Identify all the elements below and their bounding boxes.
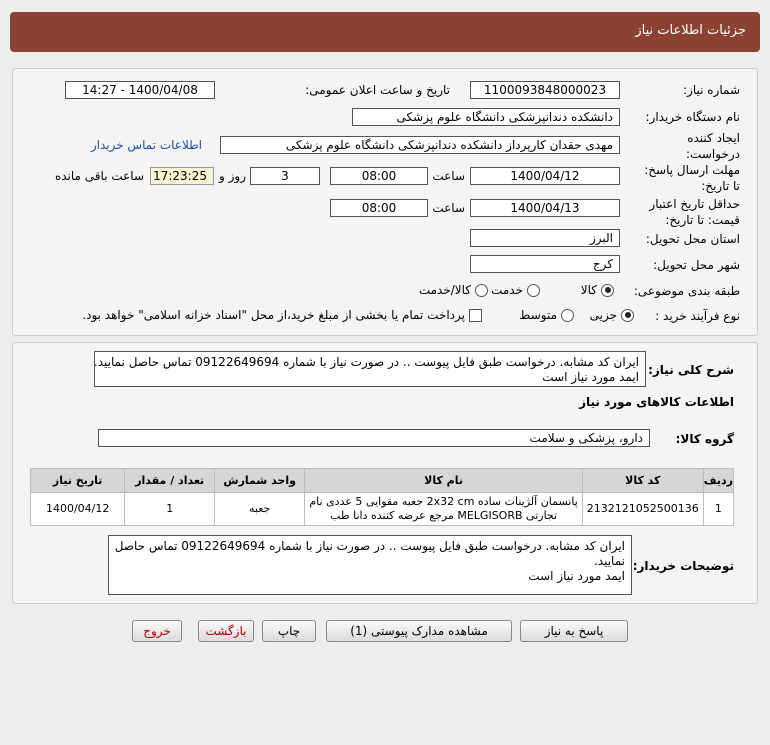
attachments-button[interactable]: مشاهده مدارک پیوستی (1)	[326, 620, 512, 642]
payment-checkbox[interactable]	[469, 309, 482, 322]
print-button[interactable]: چاپ	[262, 620, 316, 642]
buyer-notes-box: ایران کد مشابه. درخواست طبق فایل پیوست .. در صورت نیاز با شماره 09122649694 تماس حاصل نمایید. ایمد مورد نیاز است	[108, 535, 632, 595]
cell-date: 1400/04/12	[31, 493, 125, 526]
deadline-time-label: ساعت	[432, 169, 465, 183]
days-field: 3	[250, 167, 320, 185]
col-name: نام کالا	[305, 469, 582, 493]
table-header-row	[31, 469, 734, 493]
validity-label: حداقل تاریخ اعتبار قیمت: تا تاریخ:	[649, 197, 740, 227]
process-option-medium[interactable]: متوسط	[519, 308, 574, 322]
reply-button[interactable]: پاسخ به نیاز	[520, 620, 628, 642]
process-medium-radio[interactable]	[561, 309, 574, 322]
buyer-org-field: دانشکده دندانپزشکی دانشگاه علوم پزشکی	[352, 108, 620, 126]
table-row	[31, 493, 734, 526]
goods-table	[30, 468, 734, 526]
process-label: نوع فرآیند خرید :	[655, 309, 740, 323]
city-field: کرج	[470, 255, 620, 273]
col-code: کد کالا	[582, 469, 703, 493]
back-button[interactable]: بازگشت	[198, 620, 254, 642]
validity-time-field: 08:00	[330, 199, 428, 217]
remaining-time-field: 17:23:25	[150, 167, 214, 185]
deadline-label: مهلت ارسال پاسخ: تا تاریخ:	[644, 163, 740, 193]
cell-unit: جعبه	[215, 493, 305, 526]
exit-button[interactable]: خروج	[132, 620, 182, 642]
creator-label: ایجاد کننده درخواست:	[686, 131, 740, 161]
buyer-contact-link[interactable]: اطلاعات تماس خریدار	[90, 138, 202, 152]
goods-group-label: گروه کالا:	[675, 432, 734, 446]
category-goods-radio[interactable]	[601, 284, 614, 297]
buyer-notes-label: توضیحات خریدار:	[632, 559, 734, 573]
category-option-service[interactable]: خدمت	[491, 283, 540, 297]
category-label: طبقه بندی موضوعی:	[633, 284, 740, 298]
col-qty: تعداد / مقدار	[125, 469, 215, 493]
province-field: البرز	[470, 229, 620, 247]
city-label: شهر محل تحویل:	[653, 258, 740, 272]
cell-row: 1	[703, 493, 733, 526]
col-unit: واحد شمارش	[215, 469, 305, 493]
payment-note: پرداخت تمام یا بخشی از مبلغ خرید،از محل "اسناد خزانه اسلامی" خواهد بود.	[82, 308, 465, 322]
remaining-label: ساعت باقی مانده	[54, 169, 144, 183]
process-option-minor[interactable]: جزیی	[590, 308, 634, 322]
category-service-radio[interactable]	[527, 284, 540, 297]
category-both-radio[interactable]	[475, 284, 488, 297]
description-label: شرح کلی نیاز:	[648, 363, 734, 377]
creator-field: مهدی حقدان کارپرداز دانشکده دندانپزشکی دانشگاه علوم پزشکی	[220, 136, 620, 154]
validity-date-field: 1400/04/13	[470, 199, 620, 217]
days-label: روز و	[219, 169, 246, 183]
goods-group-field: دارو، پزشکی و سلامت	[98, 429, 650, 447]
deadline-date-field: 1400/04/12	[470, 167, 620, 185]
announce-field: 1400/04/08 - 14:27	[65, 81, 215, 99]
validity-time-label: ساعت	[432, 201, 465, 215]
col-date: تاریخ نیاز	[31, 469, 125, 493]
payment-note-option[interactable]	[82, 308, 482, 322]
description-box: ایران کد مشابه. درخواست طبق فایل پیوست .. در صورت نیاز با شماره 09122649694 تماس حاصل نمایید. ایمد مورد نیاز است	[94, 351, 646, 387]
cell-qty: 1	[125, 493, 215, 526]
buyer-org-label: نام دستگاه خریدار:	[645, 110, 740, 124]
category-option-goods[interactable]: کالا	[581, 283, 614, 297]
category-option-both[interactable]: کالا/خدمت	[419, 283, 488, 297]
province-label: استان محل تحویل:	[645, 232, 740, 246]
need-number-label: شماره نیاز:	[683, 83, 740, 97]
announce-label: تاریخ و ساعت اعلان عمومی:	[305, 83, 450, 97]
cell-code: 2132121052500136	[582, 493, 703, 526]
page-header	[10, 12, 760, 52]
goods-section-title: اطلاعات کالاهای مورد نیاز	[579, 395, 734, 409]
process-minor-radio[interactable]	[621, 309, 634, 322]
deadline-time-field: 08:00	[330, 167, 428, 185]
col-row: ردیف	[703, 469, 733, 493]
cell-name: پانسمان آلژینات ساده 2x32 cm جعبه مقوایی 5 عددی نام تجارتی MELGISORB مرجع عرضه کننده دانا طب	[305, 493, 582, 526]
need-number-field: 1100093848000023	[470, 81, 620, 99]
page-title: جزئیات اطلاعات نیاز	[635, 23, 746, 38]
